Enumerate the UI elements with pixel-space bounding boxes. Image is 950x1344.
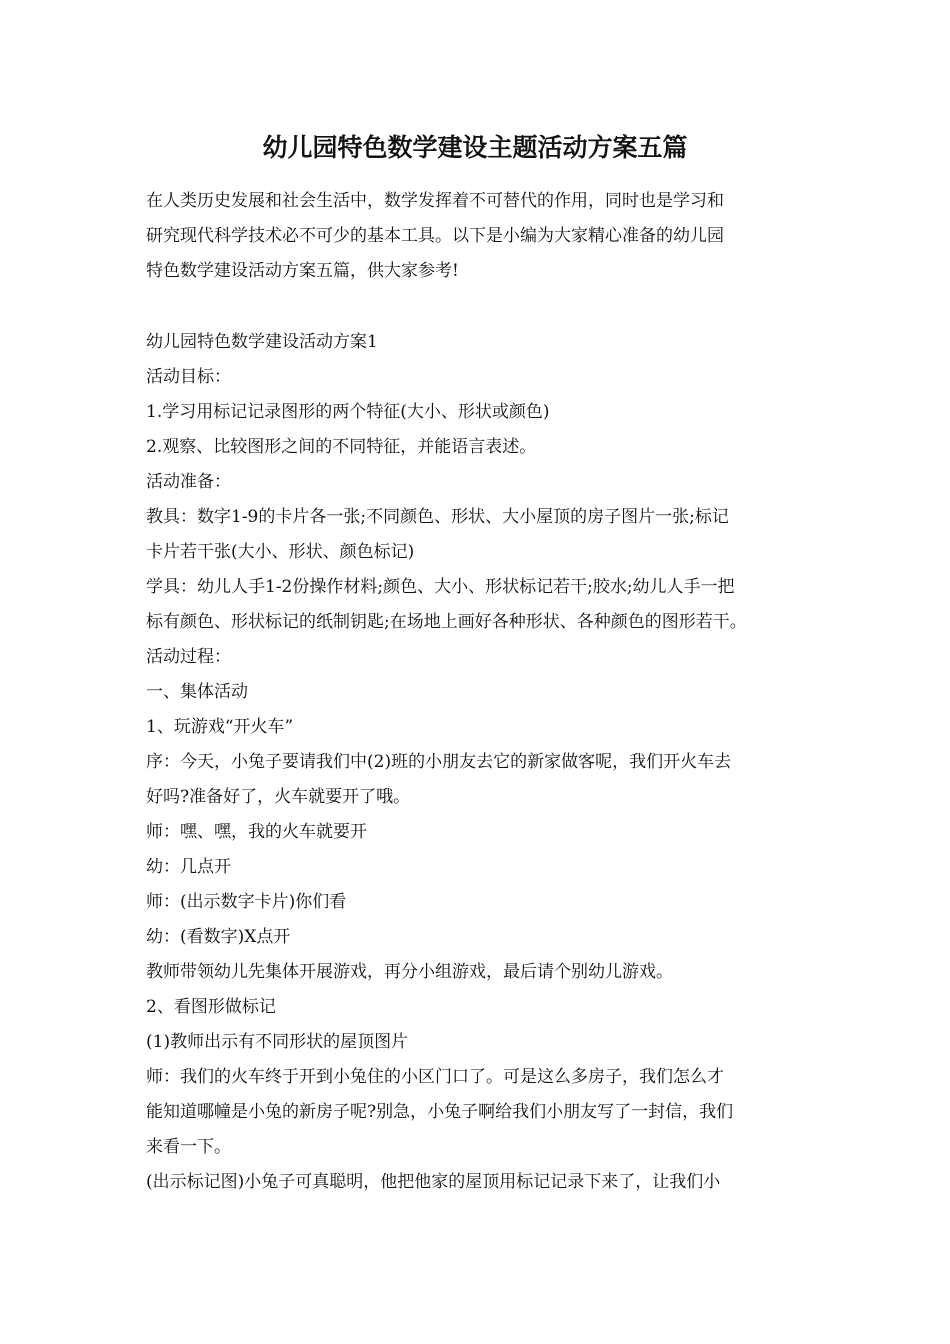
- text-line: 活动准备：: [146, 472, 231, 492]
- intro-line: 特色数学建设活动方案五篇，供大家参考!: [146, 261, 459, 281]
- text-line: (出示标记图)小兔子可真聪明，他把他家的屋顶用标记记录下来了，让我们小: [146, 1172, 721, 1192]
- text-line: 标有颜色、形状标记的纸制钥匙;在场地上画好各种形状、各种颜色的图形若干。: [146, 612, 747, 632]
- text-line: 教师带领幼儿先集体开展游戏，再分小组游戏，最后请个别幼儿游戏。: [146, 962, 673, 982]
- text-line: 师：(出示数字卡片)你们看: [146, 892, 347, 912]
- paragraph-gap: [146, 289, 816, 325]
- text-line: 2、看图形做标记: [146, 997, 276, 1017]
- text-line: 学具：幼儿人手1-2份操作材料;颜色、大小、形状标记若干;胶水;幼儿人手一把: [146, 577, 735, 597]
- text-line: 幼：几点开: [146, 857, 231, 877]
- text-line: 卡片若干张(大小、形状、颜色标记): [146, 542, 415, 562]
- document-title: 幼儿园特色数学建设主题活动方案五篇: [262, 133, 688, 162]
- document-body: [146, 184, 816, 1200]
- text-line: 1、玩游戏“开火车”: [146, 717, 294, 737]
- text-line: 序：今天，小兔子要请我们中(2)班的小朋友去它的新家做客呢，我们开火车去: [146, 752, 732, 772]
- section-heading: 幼儿园特色数学建设活动方案1: [146, 332, 378, 352]
- text-line: 一、集体活动: [146, 682, 248, 702]
- text-line: 师：嘿、嘿，我的火车就要开: [146, 822, 367, 842]
- text-line: 活动目标：: [146, 367, 231, 387]
- text-line: 2.观察、比较图形之间的不同特征，并能语言表述。: [146, 437, 537, 457]
- text-line: (1)教师出示有不同形状的屋顶图片: [146, 1032, 409, 1052]
- text-line: 幼：(看数字)X点开: [146, 927, 291, 947]
- intro-line: 在人类历史发展和社会生活中，数学发挥着不可替代的作用，同时也是学习和: [146, 191, 724, 211]
- text-line: 好吗?准备好了，火车就要开了哦。: [146, 787, 411, 807]
- text-line: 教具：数字1-9的卡片各一张;不同颜色、形状、大小屋顶的房子图片一张;标记: [146, 507, 729, 527]
- text-line: 师：我们的火车终于开到小兔住的小区门口了。可是这么多房子，我们怎么才: [146, 1067, 724, 1087]
- text-line: 能知道哪幢是小兔的新房子呢?别急，小兔子啊给我们小朋友写了一封信，我们: [146, 1102, 734, 1122]
- intro-line: 研究现代科学技术必不可少的基本工具。以下是小编为大家精心准备的幼儿园: [146, 226, 724, 246]
- text-line: 1.学习用标记记录图形的两个特征(大小、形状或颜色): [146, 402, 550, 422]
- text-line: 来看一下。: [146, 1137, 231, 1157]
- text-line: 活动过程：: [146, 647, 231, 667]
